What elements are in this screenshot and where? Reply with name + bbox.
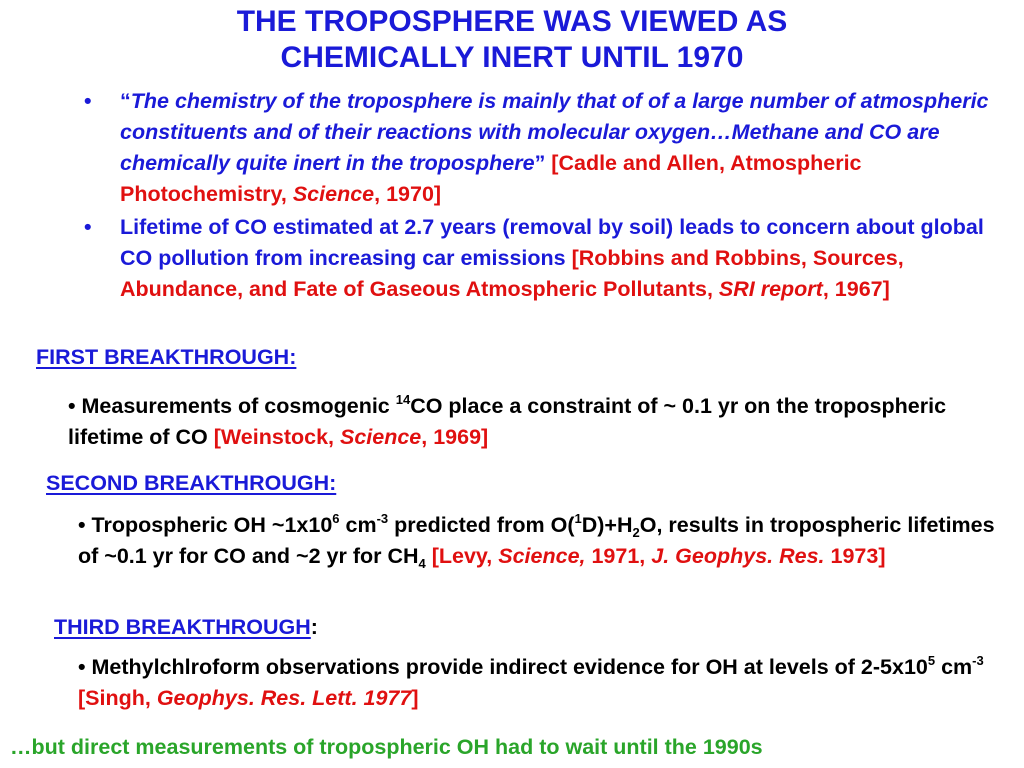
bullet-dot: • bbox=[84, 89, 92, 113]
second-breakthrough-text: • Tropospheric OH $\sim 1x10^6$ $cm^{-3}$ predicted from $O(^1D)+H_2O$, results in tropospheric lifetimes of ~0.1 yr for CO and ~2 yr for $CH_4$ [Levy, Science, 1971, J. Geophys. Res. 1973] bbox=[78, 511, 995, 571]
first-breakthrough-heading: FIRST BREAKTHROUGH: bbox=[36, 345, 297, 369]
bullet-cadle-allen bbox=[84, 86, 1004, 210]
intro-bullet-list bbox=[84, 86, 1004, 305]
bullet-co-lifetime bbox=[84, 212, 1004, 305]
reference-levy: [Levy, Science, 1971, J. Geophys. Res. 1973] bbox=[425, 544, 886, 568]
second-breakthrough-heading: SECOND BREAKTHROUGH: bbox=[46, 471, 337, 495]
co-lifetime-text: Lifetime of CO estimated at 2.7 years (removal by soil) leads to concern about global CO pollution from increasing car emissions bbox=[120, 215, 984, 270]
third-breakthrough-heading: THIRD BREAKTHROUGH: bbox=[54, 615, 318, 639]
bullet-dot: • bbox=[84, 215, 92, 239]
reference-robbins: [Robbins and Robbins, Sources, Abundance, and Fate of Gaseous Atmospheric Pollutants, SRI report, 1967] bbox=[120, 246, 904, 301]
reference-singh: [Singh, Geophys. Res. Lett. 1977] bbox=[78, 686, 419, 710]
title-line-2: CHEMICALLY INERT UNTIL 1970 bbox=[280, 41, 744, 74]
title-line-1: THE TROPOSPHERE WAS VIEWED AS bbox=[236, 5, 788, 38]
quote-open-mark: “ bbox=[120, 89, 131, 113]
first-breakthrough-text: • Measurements of cosmogenic $^{14}$CO place a constraint of ~ 0.1 yr on the tropospheric lifetime of CO [Weinstock, Science, 1969] bbox=[68, 392, 947, 449]
reference-weinstock: [Weinstock, Science, 1969] bbox=[213, 425, 489, 449]
slide-title bbox=[0, 4, 1024, 76]
quote-close-mark: ” bbox=[534, 151, 546, 175]
footer-note: …but direct measurements of tropospheric OH had to wait until the 1990s bbox=[10, 735, 763, 759]
third-breakthrough-text: • Methylchlroform observations provide indirect evidence for OH at levels of $2-5x10^5$ $cm^{-3}$ [Singh, Geophys. Res. Lett. 1977] bbox=[78, 653, 984, 710]
quote-text: The chemistry of the troposphere is mainly that of of a large number of atmospheric constituents and of their reactions with molecular oxygen…Methane and CO are chemically quite inert in the troposphere bbox=[120, 89, 989, 175]
reference-cadle-allen: [Cadle and Allen, Atmospheric Photochemistry, Science, 1970] bbox=[120, 151, 862, 206]
